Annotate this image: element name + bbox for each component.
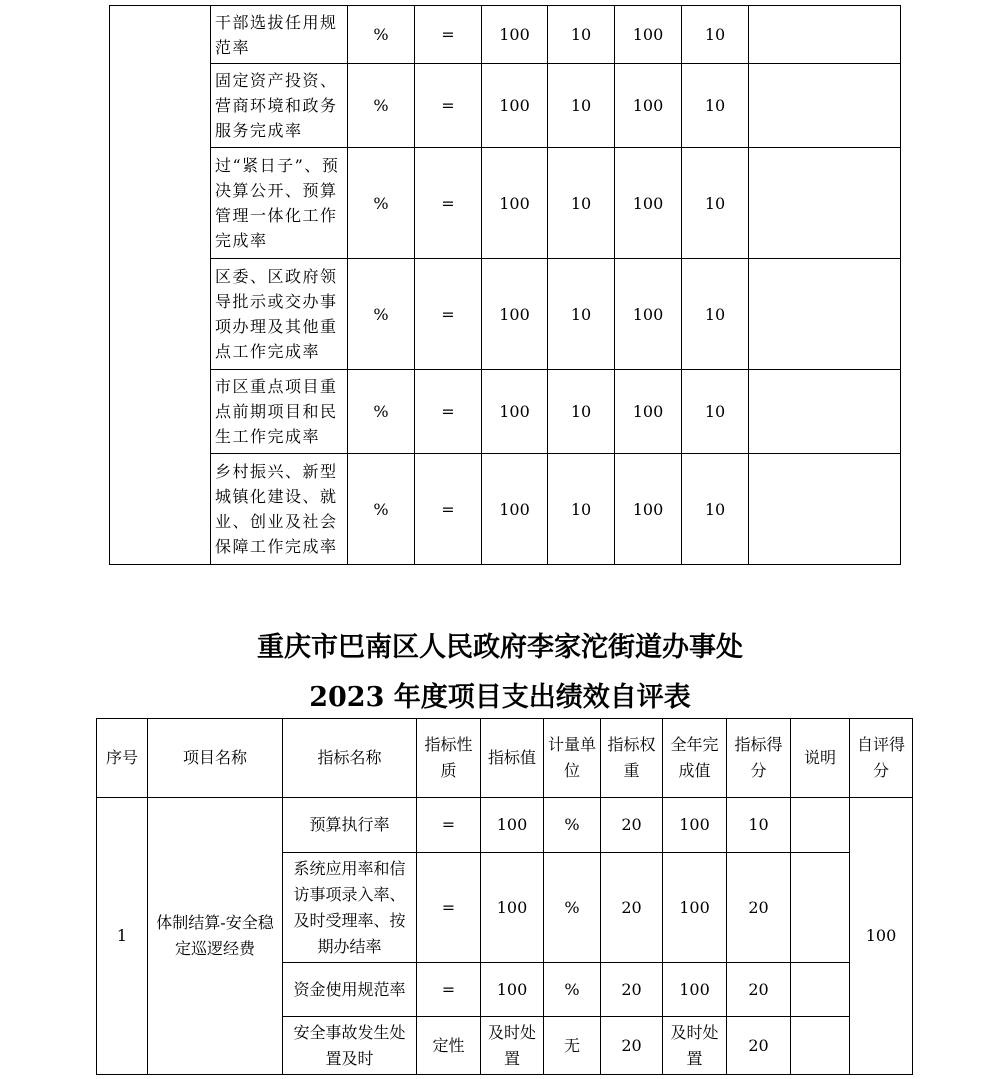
weight-cell: 20 — [601, 963, 663, 1017]
note-cell — [791, 853, 850, 963]
completed-cell: 100 — [663, 853, 727, 963]
value-cell: 100 — [615, 259, 682, 370]
unit-cell: % — [348, 148, 415, 259]
weight-cell: 20 — [601, 798, 663, 853]
weight-cell: 20 — [601, 1017, 663, 1075]
header-unit: 计量单位 — [544, 719, 601, 798]
note-cell — [791, 1017, 850, 1075]
value-cell: 10 — [682, 6, 749, 64]
project-name-cell: 体制结算-安全稳定巡逻经费 — [148, 798, 283, 1075]
nature-cell: = — [417, 798, 481, 853]
value-cell: 100 — [615, 454, 682, 565]
indicator-name-cell: 安全事故发生处置及时 — [283, 1017, 417, 1075]
value-cell: 10 — [548, 148, 615, 259]
header-indicator-name: 指标名称 — [283, 719, 417, 798]
value-cell: 100 — [482, 64, 548, 148]
note-cell — [791, 963, 850, 1017]
indicator-name-cell: 资金使用规范率 — [283, 963, 417, 1017]
score-cell: 20 — [727, 1017, 791, 1075]
weight-cell: 20 — [601, 853, 663, 963]
value-cell: 100 — [482, 454, 548, 565]
header-score: 指标得分 — [727, 719, 791, 798]
nature-cell: 定性 — [417, 1017, 481, 1075]
indicator-name-cell: 系统应用率和信访事项录入率、及时受理率、按期办结率 — [283, 853, 417, 963]
header-indicator-nature: 指标性质 — [417, 719, 481, 798]
category-cell — [110, 6, 211, 565]
value-cell: 10 — [682, 259, 749, 370]
header-completed: 全年完成值 — [663, 719, 727, 798]
unit-cell: 无 — [544, 1017, 601, 1075]
header-project-name: 项目名称 — [148, 719, 283, 798]
unit-cell: % — [348, 64, 415, 148]
self-evaluation-table — [96, 718, 913, 1075]
header-self-score: 自评得分 — [850, 719, 913, 798]
operator-cell: = — [415, 370, 482, 454]
self-score-cell: 100 — [850, 798, 913, 1075]
unit-cell: % — [348, 6, 415, 64]
value-cell: 100 — [481, 963, 544, 1017]
nature-cell: = — [417, 853, 481, 963]
operator-cell: = — [415, 148, 482, 259]
table-row — [97, 798, 913, 853]
score-cell: 10 — [727, 798, 791, 853]
table-row — [110, 259, 901, 370]
value-cell: 10 — [548, 64, 615, 148]
table-row — [110, 370, 901, 454]
document-title-line2: 2023 年度项目支出绩效自评表 — [309, 682, 691, 713]
value-cell: 100 — [482, 6, 548, 64]
value-cell: 10 — [682, 64, 749, 148]
score-cell: 20 — [727, 963, 791, 1017]
unit-cell: % — [544, 963, 601, 1017]
value-cell: 及时处置 — [481, 1017, 544, 1075]
operator-cell: = — [415, 454, 482, 565]
indicator-name-cell: 过“紧日子”、预决算公开、预算管理一体化工作完成率 — [211, 148, 348, 259]
note-cell — [749, 64, 901, 148]
value-cell: 10 — [682, 370, 749, 454]
note-cell — [791, 798, 850, 853]
header-row — [97, 719, 913, 798]
value-cell: 10 — [548, 259, 615, 370]
indicator-name-cell: 乡村振兴、新型城镇化建设、就业、创业及社会保障工作完成率 — [211, 454, 348, 565]
value-cell: 100 — [481, 853, 544, 963]
value-cell: 10 — [682, 454, 749, 565]
value-cell: 100 — [615, 370, 682, 454]
unit-cell: % — [348, 259, 415, 370]
header-note: 说明 — [791, 719, 850, 798]
header-indicator-value: 指标值 — [481, 719, 544, 798]
completed-cell: 100 — [663, 798, 727, 853]
note-cell — [749, 454, 901, 565]
continuation-table — [109, 5, 901, 565]
header-seq: 序号 — [97, 719, 148, 798]
note-cell — [749, 6, 901, 64]
indicator-name-cell: 区委、区政府领导批示或交办事项办理及其他重点工作完成率 — [211, 259, 348, 370]
indicator-name-cell: 市区重点项目重点前期项目和民生工作完成率 — [211, 370, 348, 454]
value-cell: 10 — [548, 6, 615, 64]
completed-cell: 100 — [663, 963, 727, 1017]
value-cell: 10 — [682, 148, 749, 259]
header-weight: 指标权重 — [601, 719, 663, 798]
note-cell — [749, 259, 901, 370]
table-row — [110, 6, 901, 64]
nature-cell: = — [417, 963, 481, 1017]
value-cell: 100 — [482, 148, 548, 259]
operator-cell: = — [415, 6, 482, 64]
value-cell: 10 — [548, 370, 615, 454]
table-row — [110, 64, 901, 148]
operator-cell: = — [415, 64, 482, 148]
project-seq-cell: 1 — [97, 798, 148, 1075]
note-cell — [749, 148, 901, 259]
unit-cell: % — [544, 853, 601, 963]
document-title-line1: 重庆市巴南区人民政府李家沱街道办事处 — [257, 632, 743, 663]
table-row — [110, 454, 901, 565]
completed-cell: 及时处置 — [663, 1017, 727, 1075]
value-cell: 100 — [615, 6, 682, 64]
value-cell: 100 — [481, 798, 544, 853]
unit-cell: % — [348, 454, 415, 565]
unit-cell: % — [544, 798, 601, 853]
note-cell — [749, 370, 901, 454]
indicator-name-cell: 干部选拔任用规范率 — [211, 6, 348, 64]
indicator-name-cell: 预算执行率 — [283, 798, 417, 853]
unit-cell: % — [348, 370, 415, 454]
indicator-name-cell: 固定资产投资、营商环境和政务服务完成率 — [211, 64, 348, 148]
table-row — [110, 148, 901, 259]
score-cell: 20 — [727, 853, 791, 963]
value-cell: 100 — [615, 64, 682, 148]
operator-cell: = — [415, 259, 482, 370]
value-cell: 100 — [482, 259, 548, 370]
value-cell: 10 — [548, 454, 615, 565]
value-cell: 100 — [482, 370, 548, 454]
value-cell: 100 — [615, 148, 682, 259]
